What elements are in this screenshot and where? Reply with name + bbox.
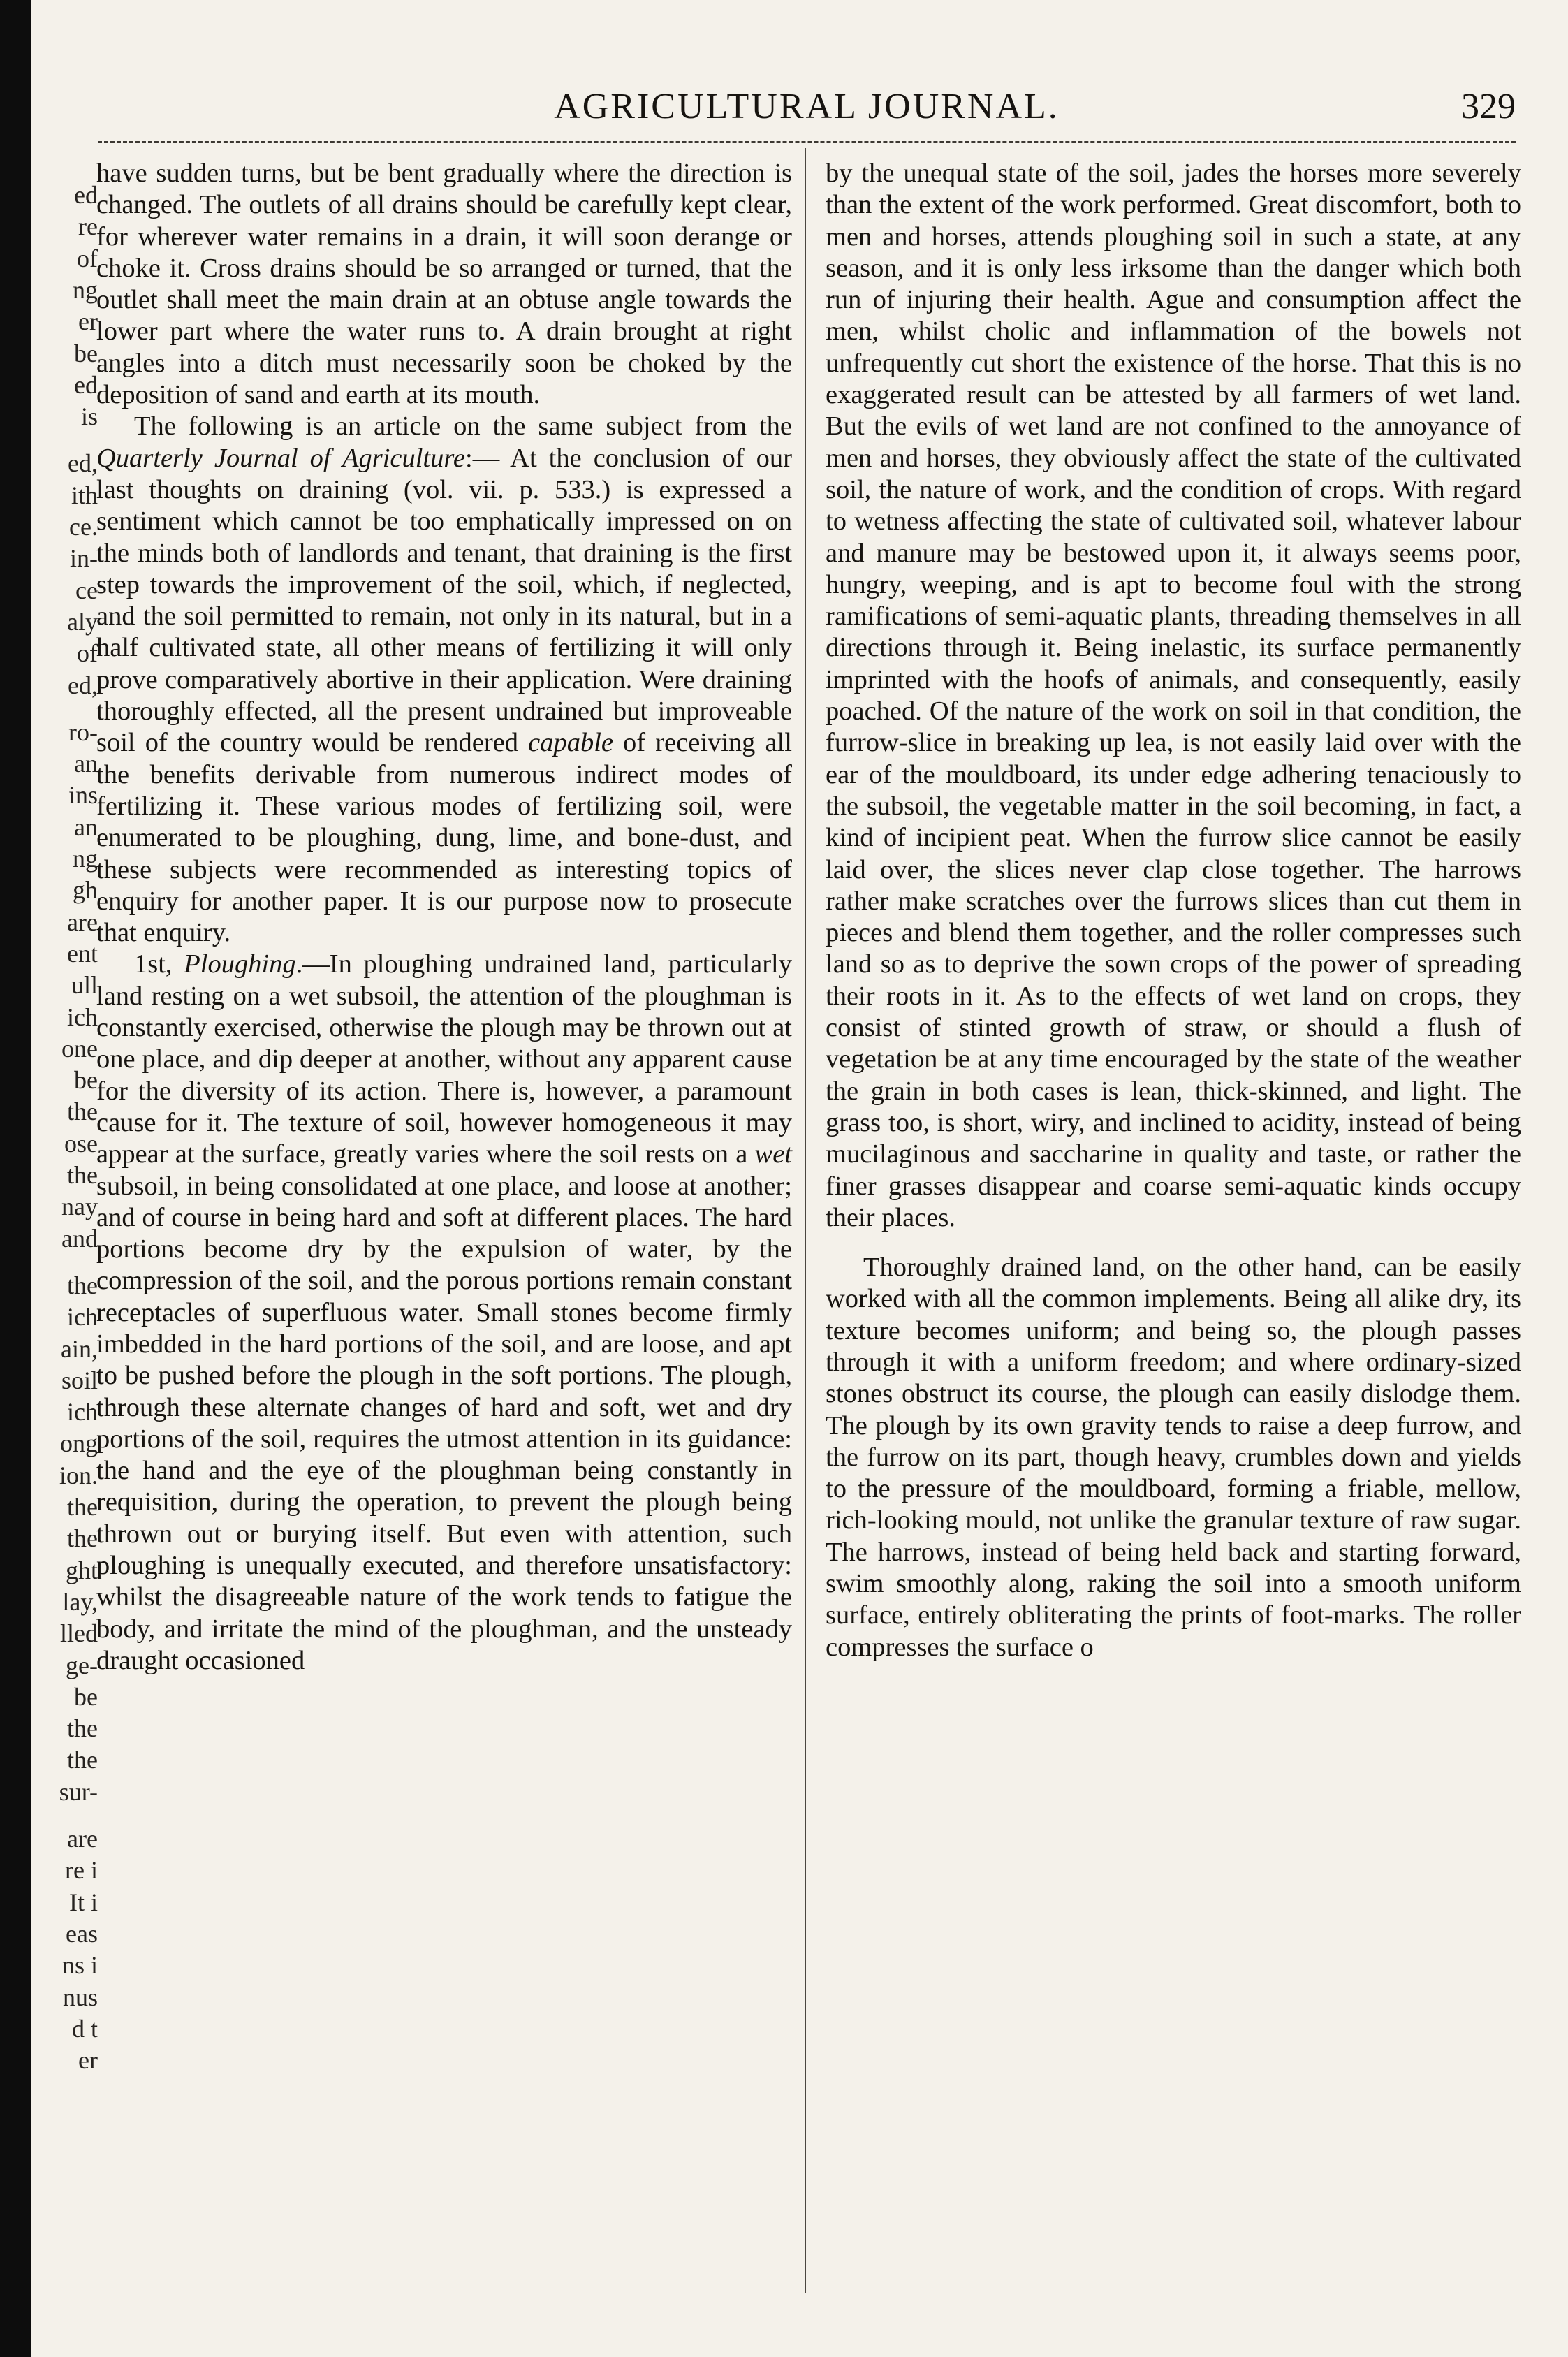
paragraph-quarterly-journal [96, 411, 792, 949]
margin-fragment: It i [69, 1888, 98, 1916]
margin-fragment: ain, [61, 1334, 98, 1363]
margin-fragment: ion. [59, 1461, 98, 1489]
page-number: 329 [1461, 87, 1516, 126]
margin-fragment: ed [74, 181, 98, 209]
margin-fragment: ose [64, 1129, 98, 1158]
margin-fragment: ich [67, 1303, 98, 1331]
margin-fragment: lled [60, 1619, 98, 1648]
emphasis-wet: wet [754, 1139, 792, 1169]
paragraph-ploughing [96, 949, 792, 1677]
margin-fragment: ith [71, 481, 98, 509]
margin-fragment: aly [67, 607, 98, 636]
margin-fragment: one [61, 1034, 98, 1063]
left-column [96, 158, 792, 1677]
margin-fragment: ge- [66, 1651, 98, 1679]
margin-fragment: ns i [61, 1951, 98, 1980]
margin-fragment: be [74, 339, 98, 367]
margin-fragment: er [78, 307, 98, 336]
paragraph-text: 1st, [134, 949, 184, 979]
margin-fragment: the [67, 1097, 98, 1126]
journal-title: Quarterly Journal of Agriculture [96, 443, 466, 473]
margin-fragment: be [74, 1066, 98, 1095]
margin-fragment: an [74, 750, 98, 778]
right-column [826, 158, 1521, 1663]
paragraph-wet-land-evils [826, 158, 1521, 1234]
binding-shadow [0, 0, 31, 2357]
margin-fragment: an [74, 812, 98, 841]
margin-fragment: the [67, 1161, 98, 1189]
column-divider [805, 148, 806, 2293]
margin-fragment: ull [71, 971, 98, 1000]
margin-fragment: ed [74, 370, 98, 399]
margin-fragment: ong [60, 1429, 98, 1458]
margin-fragment: gh [73, 876, 98, 905]
margin-fragment: sur- [59, 1777, 98, 1806]
margin-fragment: re i [65, 1856, 98, 1885]
margin-fragment: ed, [68, 449, 98, 478]
paragraph-text: of receiving all the benefits derivable from numerous indirect modes of fertilizing it. These various modes of fertilizing soil, were enumerated to be ploughing, dung, lime, and bone-dust, and these subjects were recommended as interesting topics of enquiry for another paper. It is our purpose now to prosecute that enquiry. [96, 728, 792, 948]
margin-fragment: ce. [69, 513, 98, 541]
section-heading-ploughing: Ploughing [184, 949, 296, 979]
margin-fragment: ed, [68, 671, 98, 699]
margin-fragment: the [67, 1714, 98, 1743]
paragraph-text: .—In ploughing undrained land, particularly land resting on a wet subsoil, the attention of the ploughman is constantly exercised, otherwise the plough may be thrown out at one place, and dip deeper at another, without any apparent cause for the diversity of its action. There is, however, a paramount cause for it. The texture of soil, however homogeneous it may appear at the surface, greatly varies where the soil rests on a [96, 949, 792, 1169]
margin-fragment: and [61, 1224, 98, 1253]
previous-page-margin [34, 161, 98, 2326]
margin-fragment: the [67, 1271, 98, 1299]
paragraph-text: The following is an article on the same subject from the [134, 411, 792, 442]
margin-fragment: d t [71, 2014, 98, 2043]
margin-fragment: the [67, 1746, 98, 1774]
margin-fragment: ent [67, 939, 98, 968]
margin-fragment: of [77, 244, 98, 272]
margin-fragment: be [74, 1682, 98, 1711]
margin-fragment: soil [61, 1366, 98, 1394]
page-header [98, 82, 1516, 131]
margin-fragment: ro- [68, 717, 98, 746]
margin-fragment: re [78, 212, 98, 241]
margin-fragment: eas [66, 1919, 98, 1948]
paragraph-text: have sudden turns, but be bent gradually where the direction is changed. The outlets of all drains should be carefully kept clear, for wherever water remains in a drain, it will soon derange or choke it. Cross drains should be so arranged or turned, that the outlet shall meet the main drain at an obtuse angle towards the lower part where the water runs to. A drain brought at right angles into a ditch must necessarily soon be choked by the deposition of sand and earth at its mouth. [96, 159, 792, 410]
margin-fragment: of [77, 639, 98, 668]
paragraph-text: :— At the conclusion of our last thoughts on draining (vol. vii. p. 533.) is expressed a sentiment which cannot be too emphatically impressed on on the minds both of landlords and tenant, that draining is the first step towards the improvement of the soil, which, if neglected, and the soil permitted to remain, not only in its natural, but in a half cultivated state, all other means of fertilizing it will only prove comparatively abortive in their application. Were draining thoroughly effected, all the present undrained but improveable soil of the country would be rendered [96, 443, 792, 758]
margin-fragment: in- [70, 544, 98, 573]
margin-fragment: nus [62, 1983, 98, 2011]
emphasis-capable: capable [528, 728, 613, 758]
margin-fragment: lay, [62, 1587, 98, 1616]
paragraph-text: Thoroughly drained land, on the other hand, can be easily worked with all the common implements. Being all alike dry, its texture becomes uniform; and being so, the plough passes through it with a uniform freedom; and where ordinary-sized stones obstruct its course, the plough can easily dislodge them. The plough by its own gravity tends to raise a deep furrow, and the furrow on its part, though heavy, crumbles down and yields to the pressure of the mouldboard, forming a friable, mellow, rich-looking mould, not unlike the granular texture of raw sugar. The harrows, instead of being held back and starting forward, swim smoothly along, raking the soil into a smooth uniform surface, entirely obliterating the prints of foot-marks. The roller compresses the surface o [826, 1253, 1521, 1662]
paragraph-drained-land [826, 1252, 1521, 1663]
margin-fragment: ich [67, 1398, 98, 1426]
margin-fragment: the [67, 1493, 98, 1521]
margin-fragment: the [67, 1524, 98, 1553]
margin-fragment: ce [75, 576, 98, 604]
margin-fragment: ng [73, 275, 98, 304]
margin-fragment: are [67, 1825, 98, 1853]
margin-fragment: is [80, 402, 98, 431]
paragraph-text: subsoil, in being consolidated at one place, and loose at another; and of course in being hard and soft at different places. The hard portions become dry by the expulsion of water, by the compression of the soil, and the porous portions remain constant receptacles of superfluous water. Small stones become firmly imbedded in the hard portions of the soil, and are loose, and apt to be pushed before the plough in the soft portions. The plough, through these alternate changes of hard and soft, wet and dry portions of the soil, requires the utmost attention in its guidance: the hand and the eye of the ploughman being constantly in requisition, during the operation, to prevent the plough being thrown out or burying itself. But even with attention, such ploughing is unequally executed, and therefore unsatisfactory: whilst the disagreeable nature of the work tends to fatigue the body, and irritate the mind of the ploughman, and the unsteady draught occasioned [96, 1171, 792, 1675]
margin-fragment: ng [73, 845, 98, 873]
running-title: AGRICULTURAL JOURNAL. [554, 87, 1060, 126]
margin-fragment: ich [67, 1002, 98, 1031]
margin-fragment: ght [65, 1556, 98, 1584]
header-rule [98, 141, 1516, 143]
paragraph-drain-outlets [96, 158, 792, 411]
margin-fragment: nay [61, 1192, 98, 1221]
paragraph-text: by the unequal state of the soil, jades the horses more severely than the extent of the work performed. Great discomfort, both to men and horses, attends ploughing soil in such a state, at any season, and it is only less irksome than the danger which both run of injuring their health. Ague and consumption affect the men, whilst cholic and inflammation of the bowels not unfrequently cut short the existence of the horse. That this is no exaggerated result can be attested by all farmers of wet land. But the evils of wet land are not confined to the annoyance of men and horses, they obviously affect the state of the cultivated soil, the nature of work, and the condition of crops. With regard to wetness affecting the state of cultivated soil, whatever labour and manure may be bestowed upon it, it always seems poor, hungry, weeping, and is apt to become foul with the strong ramifications of semi-aquatic plants, threading themselves in all directions through it. Being inelastic, its surface permanently imprinted with the hoofs of animals, and consequently, easily poached. Of the nature of the work on soil in that condition, the furrow-slice in breaking up lea, is not easily laid over with the ear of the mouldboard, its under edge adhering tenaciously to the subsoil, the vegetable matter in the soil becoming, in fact, a kind of incipient peat. When the furrow slice cannot be easily laid over, the slices never clap close together. The harrows rather make scratches over the furrows slices than cut them in pieces and blend them together, and the roller compresses such land so as to deprive the sown crops of the power of spreading their roots in it. As to the effects of wet land on crops, they consist of stinted growth of straw, or should a flush of vegetation be at any time encouraged by the state of the weather the grain in both cases is lean, thick-skinned, and light. The grass too, is short, wiry, and inclined to acidity, instead of being mucilaginous and saccharine in quality and taste, or rather the finer grasses disappear and coarse semi-aquatic kinds occupy their places. [826, 159, 1521, 1232]
margin-fragment: ins [68, 781, 98, 810]
margin-fragment: are [67, 907, 98, 936]
margin-fragment: er [78, 2046, 98, 2075]
